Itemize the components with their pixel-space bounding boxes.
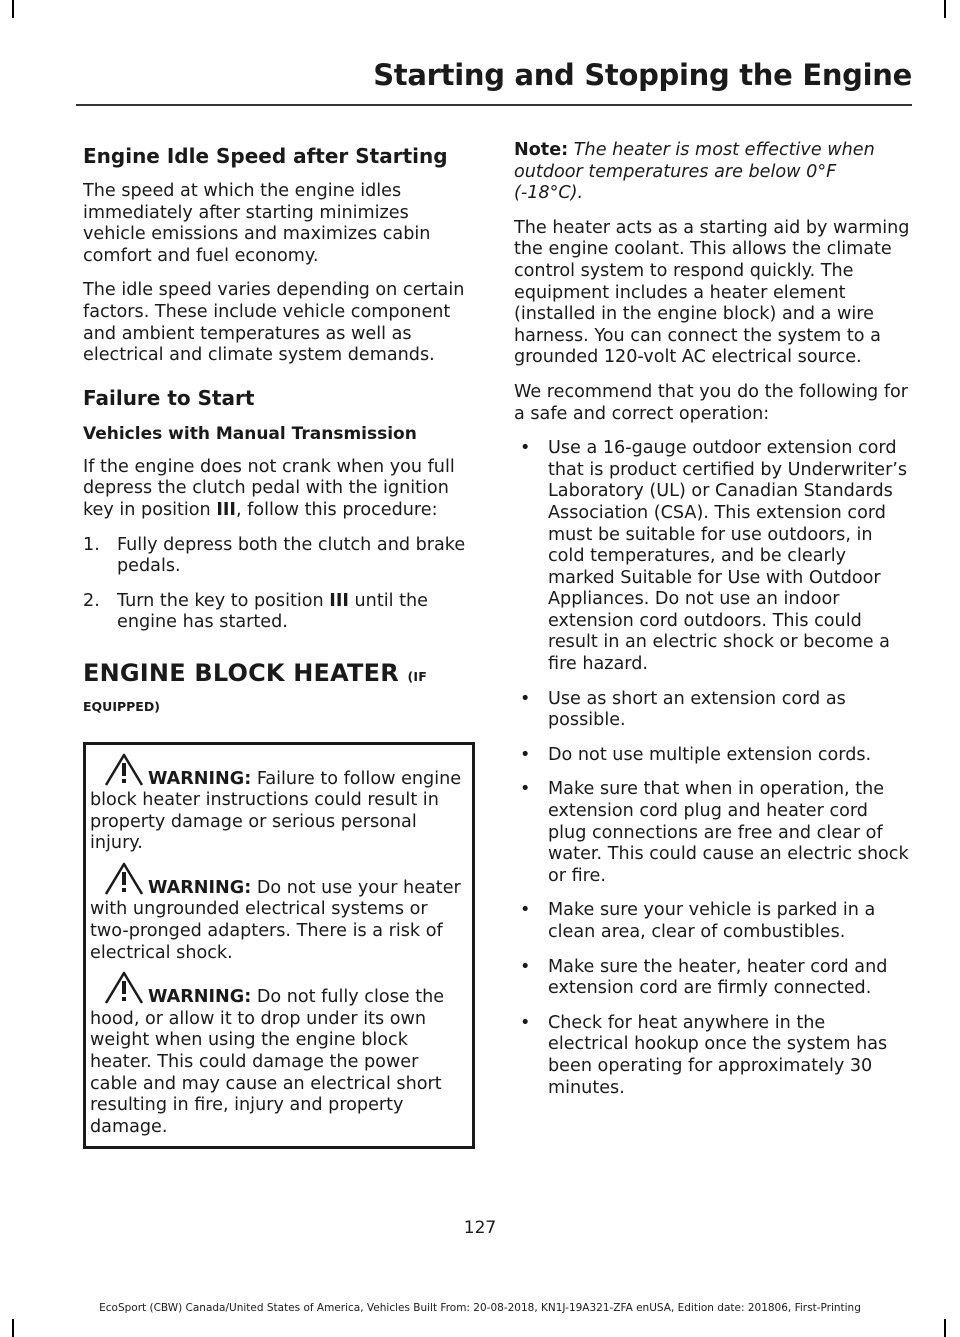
step-number: 1.: [83, 534, 100, 555]
section-heading-failure: Failure to Start: [83, 385, 255, 410]
crop-mark: [944, 0, 946, 18]
chapter-heading-continuation: EQUIPPED): [83, 698, 160, 714]
list-item: • Use a 16-gauge outdoor extension cord that is product certified by Underwriter’s Laboratory (UL) or Canadian Standards Association (CSA). This extension cord must be suitable for use outdoors, in cold temperatures, and be clearly marked Suitable for Use with Outdoor Appliances. Do not use an indoor extension cord outdoors. This could result in an electric shock or become a fire hazard.: [520, 438, 908, 675]
warning-item: WARNING: Do not use your heater with ungrounded electrical systems or two-pronged adapters. There is a risk of electrical shock.: [90, 878, 464, 964]
key-position: III: [329, 590, 349, 611]
warning-label: WARNING:: [148, 987, 252, 1008]
bullet-marker: •: [520, 744, 531, 765]
right-column: [514, 140, 910, 1112]
chapter-heading-block-heater: ENGINE BLOCK HEATER (IF: [83, 658, 427, 687]
bullet-marker: •: [520, 1012, 531, 1033]
section-heading-idle: Engine Idle Speed after Starting: [83, 144, 448, 168]
page-header-title: Starting and Stopping the Engine: [373, 58, 912, 92]
list-item: 1. Fully depress both the clutch and brake pedals.: [83, 534, 466, 577]
warning-item: WARNING: Do not fully close the hood, or allow it to drop under its own weight when using the engine block heater. This could damage the power cable and may cause an electrical short resulting in fire, injury and property damage.: [90, 987, 464, 1138]
header-divider: [76, 104, 912, 106]
note: Note: The heater is most effective when outdoor temperatures are below 0°F (-18°C).: [514, 140, 875, 204]
paragraph: The speed at which the engine idles immediately after starting minimizes vehicle emissions and maximizes cabin comfort and fuel economy.: [83, 181, 431, 266]
list-item: • Make sure that when in operation, the extension cord plug and heater cord plug connections are free and clear of water. This could cause an electric shock or fire.: [520, 779, 909, 886]
list-item: • Do not use multiple extension cords.: [520, 744, 872, 765]
bullet-marker: •: [520, 956, 531, 977]
bullet-marker: •: [520, 900, 531, 921]
warning-triangle-icon: [102, 971, 146, 1005]
warning-label: WARNING:: [148, 768, 252, 789]
paragraph: The idle speed varies depending on certain factors. These include vehicle component and ambient temperatures as well as electrical and climate system demands.: [83, 280, 465, 366]
page-number: 127: [463, 1218, 497, 1238]
list-item: • Make sure your vehicle is parked in a clean area, clear of combustibles.: [520, 900, 876, 942]
paragraph: The heater acts as a starting aid by warming the engine coolant. This allows the climate control system to respond quickly. The equipment includes a heater element (installed in the engine block) and a wire harness. You can connect the system to a grounded 120-volt AC electrical source.: [514, 217, 910, 368]
left-column: [83, 140, 475, 1149]
bullet-marker: •: [520, 438, 531, 459]
warning-label: WARNING:: [148, 877, 252, 898]
key-position: III: [216, 499, 236, 520]
step-number: 2.: [83, 590, 100, 611]
paragraph: If the engine does not crank when you full depress the clutch pedal with the ignition key in position III, follow this procedure:: [83, 456, 455, 520]
page-footer: EcoSport (CBW) Canada/United States of America, Vehicles Built From: 20-08-2018, KN1J-19A321-ZFA enUSA, Edition date: 201806, First-Printing: [99, 1302, 861, 1314]
list-item: • Use as short an extension cord as possible.: [520, 688, 846, 731]
crop-mark: [944, 1319, 946, 1337]
warning-triangle-icon: [102, 862, 146, 896]
warning-triangle-icon: [102, 753, 146, 787]
warning-box: [83, 742, 475, 1150]
safety-bullets: [514, 438, 910, 1099]
bullet-marker: •: [520, 688, 531, 709]
warning-item: WARNING: Failure to follow engine block heater instructions could result in property damage or serious personal injury.: [90, 769, 464, 855]
crop-mark: [12, 1319, 14, 1337]
list-item: • Check for heat anywhere in the electrical hookup once the system has been operating for approximately 30 minutes.: [520, 1012, 888, 1098]
note-label: Note:: [514, 140, 569, 160]
crop-mark: [12, 0, 14, 18]
list-item: • Make sure the heater, heater cord and extension cord are firmly connected.: [520, 956, 888, 999]
bullet-marker: •: [520, 779, 531, 800]
paragraph: We recommend that you do the following for a safe and correct operation:: [514, 381, 909, 424]
list-item: 2. Turn the key to position III until the engine has started.: [83, 590, 428, 633]
procedure-steps: [83, 535, 475, 634]
subheading-manual: Vehicles with Manual Transmission: [83, 423, 417, 444]
